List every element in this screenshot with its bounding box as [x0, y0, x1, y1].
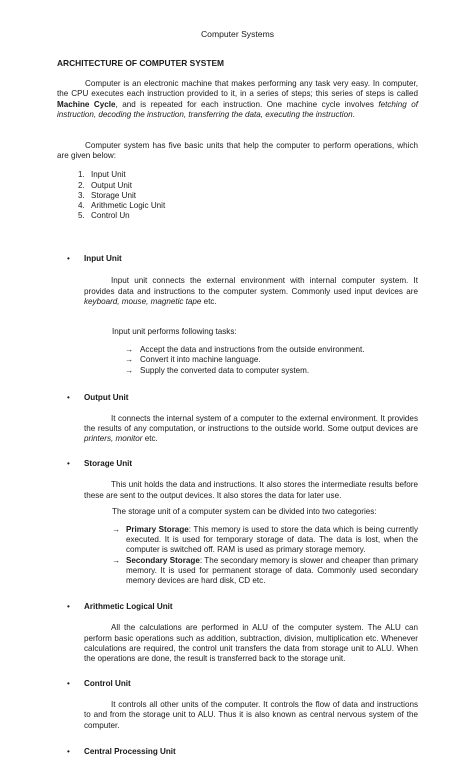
- list-item: [125, 366, 418, 376]
- arrow-icon: →: [112, 555, 121, 565]
- list-item: 5. Control Un: [87, 211, 418, 221]
- body-text-end: etc.: [142, 434, 158, 444]
- arrow-icon: →: [125, 365, 134, 375]
- categories-intro: The storage unit of a computer system can be divided into two categories:: [112, 506, 377, 516]
- secondary-storage-text: : The secondary memory is slower and cheaper than primary memory. It is used for permanent storage of data. Commonly used secondary memory devices are hard disk, CD etc.: [126, 555, 418, 586]
- tasks-list: [57, 345, 418, 376]
- heading-text: Central Processing Unit: [84, 746, 176, 756]
- section-heading: [57, 393, 418, 404]
- bullet-icon: •: [67, 602, 70, 612]
- intro-text-c: .: [352, 109, 355, 119]
- bullet-icon: •: [67, 392, 70, 402]
- document-title: ARCHITECTURE OF COMPUTER SYSTEM: [57, 58, 225, 68]
- bullet-icon: •: [67, 746, 70, 756]
- body-text: It connects the internal system of a computer to the external environment. It provides the results of any computation, or instructions to the outside world. Some output devices are: [84, 413, 418, 434]
- section-heading: [57, 602, 418, 613]
- primary-storage-label: Primary Storage: [126, 525, 189, 535]
- section-input-unit: [57, 254, 418, 375]
- output-devices: printers, monitor: [84, 434, 143, 444]
- list-item: [125, 345, 418, 355]
- list-item: [125, 355, 418, 365]
- list-item: 4. Arithmetic Logic Unit: [87, 201, 418, 211]
- section-output-unit: [57, 393, 418, 445]
- tasks-intro: Input unit performs following tasks:: [112, 327, 237, 337]
- task-text: Accept the data and instructions from the outside environment.: [140, 345, 365, 355]
- body-text-end: etc.: [201, 296, 217, 306]
- intro-text-a: Computer is an electronic machine that makes performing any task very easy. In computer, the CPU executes each instruction provided to it, in a series of steps; this series of steps is called: [57, 79, 418, 99]
- section-control-unit: [57, 679, 418, 731]
- units-list: [57, 170, 418, 221]
- section-body: All the calculations are performed in ALU of the computer system. The ALU can perform basic operations such as addition, subtraction, division, multiplication etc. Whenever calculations are required, the control unit transfers the data from storage unit to ALU. When the operations are done, the result is transferred back to the storage unit.: [84, 623, 418, 663]
- section-storage-unit: [57, 459, 418, 586]
- list-item: 2. Output Unit: [87, 181, 418, 191]
- arrow-icon: →: [125, 355, 134, 365]
- heading-text: Input Unit: [84, 254, 122, 264]
- list-item: [112, 525, 418, 556]
- arrow-icon: →: [112, 525, 121, 535]
- task-text: Convert it into machine language.: [140, 355, 261, 365]
- list-item: 1. Input Unit: [87, 170, 418, 180]
- task-text: Supply the converted data to computer system.: [140, 365, 310, 375]
- input-devices: keyboard, mouse, magnetic tape: [84, 296, 202, 306]
- intro-paragraph: [57, 79, 418, 120]
- units-intro-paragraph: Computer system has five basic units that help the computer to perform operations, which are given below:: [57, 141, 418, 161]
- list-item: 3. Storage Unit: [87, 191, 418, 201]
- heading-text: Output Unit: [84, 392, 129, 402]
- heading-text: Arithmetic Logical Unit: [84, 602, 173, 612]
- section-body: It controls all other units of the computer. It controls the flow of data and instructions to and from the storage unit to ALU. Thus it is also known as central nervous system of the computer.: [84, 700, 418, 730]
- section-body: [57, 414, 418, 445]
- section-heading: [57, 459, 418, 470]
- section-heading: [57, 747, 418, 758]
- bullet-icon: •: [67, 254, 70, 264]
- machine-cycle-steps: fetching of instruction, decoding the instruction, transferring the data, executing the instruction: [57, 99, 418, 119]
- list-item: [112, 556, 418, 587]
- body-text: Input unit connects the external environment with internal computer system. It provides data and instructions to the computer system. Commonly used input devices are: [84, 276, 418, 296]
- machine-cycle-term: Machine Cycle: [57, 99, 116, 109]
- section-body: [57, 276, 418, 307]
- primary-storage-text: : This memory is used to store the data which is being currently executed. It is used for temporary storage of data. The data is lost, when the computer is switched off. RAM is used as primary storage memory.: [126, 525, 418, 555]
- secondary-storage-label: Secondary Storage: [126, 555, 200, 565]
- intro-text-b: , and is repeated for each instruction. One machine cycle involves: [115, 99, 379, 109]
- heading-text: Storage Unit: [84, 459, 133, 469]
- running-header: Computer Systems: [200, 29, 275, 39]
- section-heading: [57, 254, 418, 265]
- section-cpu: [57, 747, 418, 758]
- storage-categories-list: [57, 525, 418, 586]
- heading-text: Control Unit: [84, 679, 131, 689]
- bullet-icon: •: [67, 459, 70, 469]
- section-alu: [57, 602, 418, 664]
- bullet-icon: •: [67, 679, 70, 689]
- section-body: This unit holds the data and instructions. It also stores the intermediate results before these are sent to the output devices. It also stores the data for later use.: [84, 480, 418, 500]
- arrow-icon: →: [125, 345, 134, 355]
- section-heading: [57, 679, 418, 690]
